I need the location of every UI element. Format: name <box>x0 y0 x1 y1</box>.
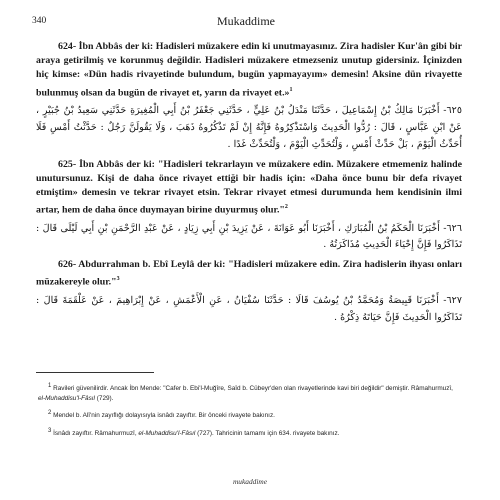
hadith-translation-624 <box>36 40 462 100</box>
book-title: el-Muhaddisu'l-Fâsıl <box>38 394 95 402</box>
footnote-ref: 3 <box>116 276 120 283</box>
hadith-translation-626 <box>36 258 462 290</box>
running-title: Mukaddime <box>217 14 275 28</box>
hadith-translation-625 <box>36 158 462 218</box>
footnotes <box>38 382 456 445</box>
footnote-text: (729). <box>94 394 114 402</box>
footnote-ref: 1 <box>289 86 293 93</box>
footnote-number: 1 <box>48 383 52 389</box>
footnote <box>38 382 456 403</box>
footnote-text: Ravileri güvenilirdir. Ancak İbn Mende: "Cafer b. Ebi'l-Muğîre, Saîd b. Cübeyr'den olan rivayetlerinde kavi biri değildir" demiştir. Râmahurmuzî, <box>53 385 453 393</box>
translation-text: 626- Abdurrahman b. Ebî Leylâ der ki: "Hadisleri müzakere edin. Zira hadislerin ihyası onları müzakereyle olur." <box>36 259 462 288</box>
book-title: el-Muhaddisu'l-Fâsıl <box>138 430 196 438</box>
footnote-text: Mendel b. Alî'nin zayıflığı dolayısıyla isnâdı zayıftır. Bir önceki rivayete bakınız. <box>53 412 275 420</box>
hadith-arabic-627: ٦٢٧- أَخْبَرَنَا قَبِيصَةُ وَمُحَمَّدُ بْنُ يُوسُفَ قَالَا : حَدَّثَنَا سُفْيَانُ ، عَنِ الْأَعْمَشِ ، عَنْ إِبْرَاهِيمَ ، عَنْ عَلْقَمَةَ قَالَ : تَذَاكَرُوا الْحَدِيثَ فَإِنَّ حَيَاتَهُ ذِكْرُهُ . <box>36 294 462 323</box>
page-footer: mukaddime <box>232 477 268 486</box>
page-body <box>36 40 462 331</box>
footnote-separator <box>36 372 154 373</box>
footnote-number: 3 <box>48 428 52 435</box>
footnote <box>38 409 456 421</box>
footnote <box>38 427 456 439</box>
footnote-text: (727). Tahricinin tamamı için 634. rivayete bakınız. <box>195 430 340 438</box>
footnote-number: 2 <box>48 410 52 417</box>
page-number: 340 <box>32 16 47 26</box>
page-header <box>32 16 460 32</box>
hadith-arabic-626: ٦٢٦- أَخْبَرَنَا الْحَكَمُ بْنُ الْمُبَارَكِ ، أَخْبَرَنَا أَبُو عَوَانَةَ ، عَنْ يَزِيدَ بْنِ أَبِي زِيَادٍ ، عَنْ عَبْدِ الرَّحْمَنِ بْنِ أَبِي لَيْلَى قَالَ : تَذَاكَرُوا فَإِنَّ إِحْيَاءَ الْحَدِيثِ مُذَاكَرَتُهُ . <box>36 222 462 251</box>
translation-text: 625- İbn Abbâs der ki: "Hadisleri tekrarlayın ve müzakere edin. Müzakere etmemeniz halinde unutursunuz. Kişi de daha önce rivayet ettiği bir hadis için: «Daha önce bunu bir defa rivayet etmiştim» demesin ve tekrar rivayet etsin. Tekrar rivayet etmesi durumunda hem kendisinin ilmi artar, hem de daha önce duymayan birine duyurmuş olur." <box>36 158 462 216</box>
footnote-ref: 2 <box>284 204 288 211</box>
footnote-text: İsnâdı zayıftır. Râmahurmuzî, <box>53 430 139 438</box>
translation-text: 624- İbn Abbâs der ki: Hadisleri müzakere edin ki unutmayasınız. Zira hadisler Kur'ân gibi bir araya getirilmiş ve korunmuş değildir. Hadisleri müzakere etmezseniz unutup gidersiniz. İçinizden hiç kimse: «Dün hadis rivayetinde bulundum, bugün yapmayayım» demesin! Aksine dün rivayette bulunmuş olsan da bugün de rivayet et, yarın da rivayet et.» <box>36 41 462 98</box>
hadith-arabic-625: ٦٢٥- أَخْبَرَنَا مَالِكُ بْنُ إِسْمَاعِيلَ ، حَدَّثَنَا مَنْدَلُ بْنُ عَلِيٍّ ، حَدَّثَنِي جَعْفَرُ بْنُ أَبِي الْمُغِيرَةِ حَدَّثَنِي سَعِيدُ بْنُ جُبَيْرٍ ، عَنْ ابْنِ عَبَّاسٍ ، قَالَ : رُدُّوا الْحَدِيثَ وَاسْتَذْكِرُوهُ فَإِنَّهُ إِنْ لَمْ تَذْكُرُوهُ ذَهَبَ ، وَلَا يَقُولَنَّ رَجُلٌ : حَدَّثْتُ أَمْسِ فَلَا أُحَدِّثُ الْيَوْمَ ، بَلْ حَدِّثْ أَمْسِ ، وَلْتُحَدِّثِ الْيَوْمَ ، وَلْتُحَدِّثْ غَدًا . <box>36 105 462 150</box>
